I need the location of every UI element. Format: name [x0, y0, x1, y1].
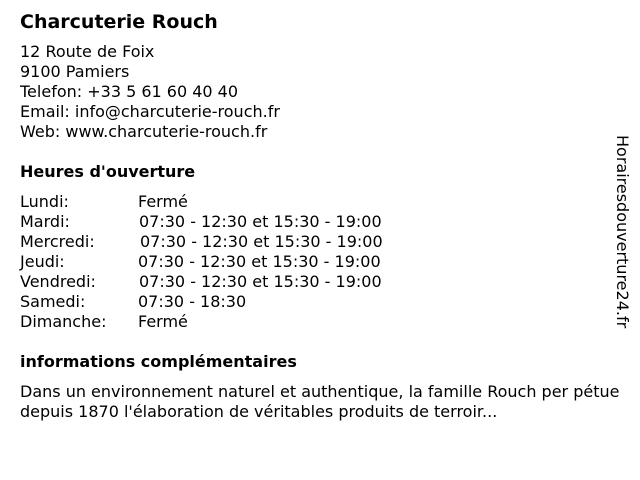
- site-watermark: Horairesdouverture24.fr: [613, 135, 632, 329]
- hours-value: Fermé: [138, 192, 188, 211]
- address-line-2: 9100 Pamiers: [20, 62, 130, 81]
- hours-day: Mercredi:: [20, 232, 95, 251]
- website: Web: www.charcuterie-rouch.fr: [20, 122, 268, 141]
- hours-value: 07:30 - 18:30: [138, 292, 247, 311]
- business-name: Charcuterie Rouch: [20, 11, 218, 33]
- opening-hours-title: Heures d'ouverture: [20, 162, 196, 181]
- hours-row-sunday: [20, 312, 610, 332]
- additional-info-title: informations complémentaires: [20, 352, 297, 371]
- hours-value: 07:30 - 12:30 et 15:30 - 19:00: [138, 252, 381, 271]
- hours-row-thursday: [20, 252, 610, 272]
- hours-value: 07:30 - 12:30 et 15:30 - 19:00: [140, 232, 383, 251]
- hours-value: Fermé: [138, 312, 188, 331]
- business-info: [20, 10, 620, 422]
- email: Email: info@charcuterie-rouch.fr: [20, 102, 280, 121]
- phone: Telefon: +33 5 61 60 40 40: [20, 82, 239, 101]
- hours-value: 07:30 - 12:30 et 15:30 - 19:00: [139, 272, 382, 291]
- additional-info-text: Dans un environnement naturel et authentique, la famille Rouch per pétue depuis 1870 l'élaboration de véritables produits de terroir...: [20, 382, 620, 421]
- hours-value: 07:30 - 12:30 et 15:30 - 19:00: [139, 212, 382, 231]
- address-line-1: 12 Route de Foix: [20, 42, 155, 61]
- hours-day: Dimanche:: [20, 312, 107, 331]
- hours-day: Samedi:: [20, 292, 86, 311]
- hours-row-tuesday: [20, 212, 610, 232]
- hours-row-monday: [20, 192, 610, 212]
- hours-row-saturday: [20, 292, 610, 312]
- hours-row-wednesday: [20, 232, 610, 252]
- hours-day: Lundi:: [20, 192, 69, 211]
- hours-day: Jeudi:: [20, 252, 65, 271]
- hours-day: Mardi:: [20, 212, 70, 231]
- hours-day: Vendredi:: [20, 272, 96, 291]
- hours-row-friday: [20, 272, 610, 292]
